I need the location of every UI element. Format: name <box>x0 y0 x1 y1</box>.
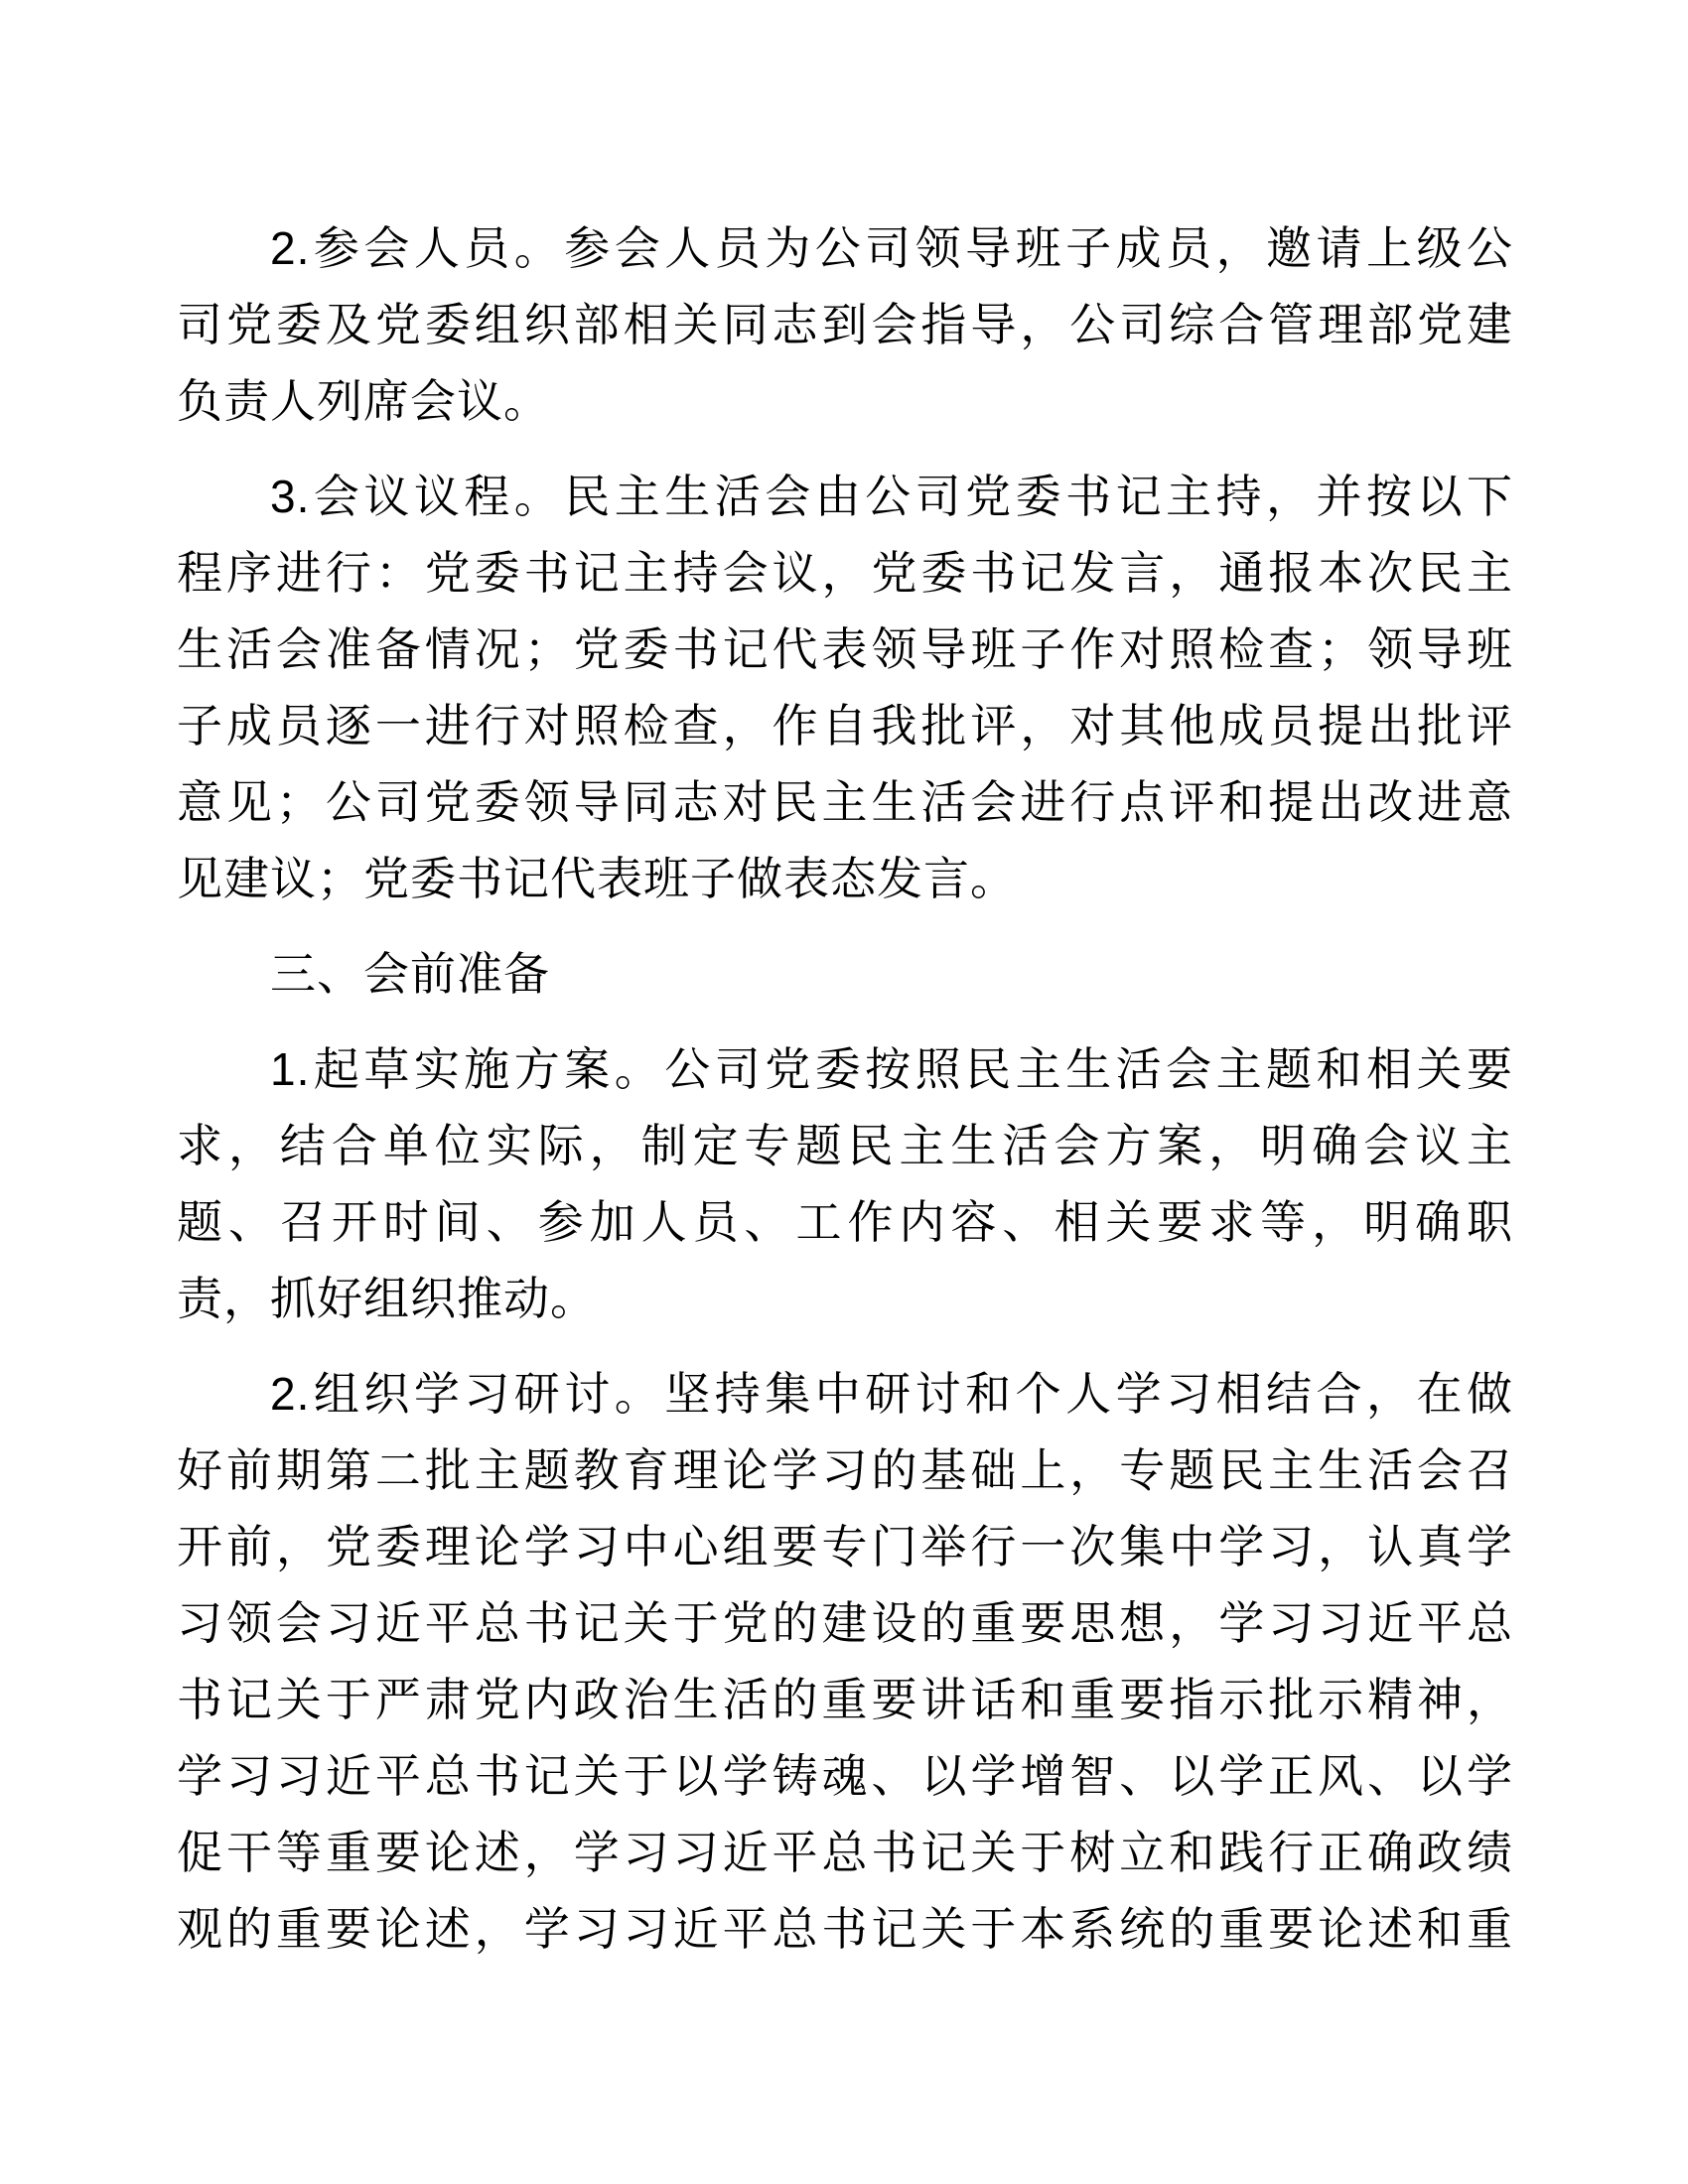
paragraph <box>177 459 1513 917</box>
text-line: 2.组织学习研讨。坚持集中研讨和个人学习相结合，在做 <box>270 1368 1513 1420</box>
text-line: 意见；公司党委领导同志对民主生活会进行点评和提出改进意 <box>177 776 1513 828</box>
section-heading <box>177 936 1513 1013</box>
text-line: 学习习近平总书记关于以学铸魂、以学增智、以学正风、以学 <box>177 1750 1513 1802</box>
text-line: 书记关于严肃党内政治生活的重要讲话和重要指示批示精神， <box>177 1674 1513 1725</box>
text-line: 三、会前准备 <box>270 948 550 1000</box>
text-line: 2.参会人员。参会人员为公司领导班子成员，邀请上级公 <box>270 222 1513 274</box>
paragraph <box>177 1031 1513 1337</box>
text-line: 好前期第二批主题教育理论学习的基础上，专题民主生活会召 <box>177 1444 1513 1496</box>
text-line: 求，结合单位实际，制定专题民主生活会方案，明确会议主 <box>177 1120 1513 1171</box>
text-line: 题、召开时间、参加人员、工作内容、相关要求等，明确职 <box>177 1196 1513 1248</box>
text-line: 习领会习近平总书记关于党的建设的重要思想，学习习近平总 <box>177 1597 1513 1649</box>
text-line: 1.起草实施方案。公司党委按照民主生活会主题和相关要 <box>270 1043 1513 1095</box>
document-body <box>177 210 1513 1968</box>
text-line: 开前，党委理论学习中心组要专门举行一次集中学习，认真学 <box>177 1521 1513 1572</box>
text-line: 司党委及党委组织部相关同志到会指导，公司综合管理部党建 <box>177 299 1513 350</box>
paragraph <box>177 210 1513 440</box>
paragraph <box>177 1356 1513 1968</box>
text-line: 促干等重要论述，学习习近平总书记关于树立和践行正确政绩 <box>177 1827 1513 1878</box>
text-line: 观的重要论述，学习习近平总书记关于本系统的重要论述和重 <box>177 1903 1513 1955</box>
text-line: 程序进行：党委书记主持会议，党委书记发言，通报本次民主 <box>177 547 1513 599</box>
text-line: 子成员逐一进行对照检查，作自我批评，对其他成员提出批评 <box>177 700 1513 751</box>
text-line: 责，抓好组织推动。 <box>177 1273 597 1324</box>
text-line: 见建议；党委书记代表班子做表态发言。 <box>177 853 1017 904</box>
text-line: 3.会议议程。民主生活会由公司党委书记主持，并按以下 <box>270 471 1513 522</box>
text-line: 负责人列席会议。 <box>177 375 550 427</box>
text-line: 生活会准备情况；党委书记代表领导班子作对照检查；领导班 <box>177 623 1513 675</box>
